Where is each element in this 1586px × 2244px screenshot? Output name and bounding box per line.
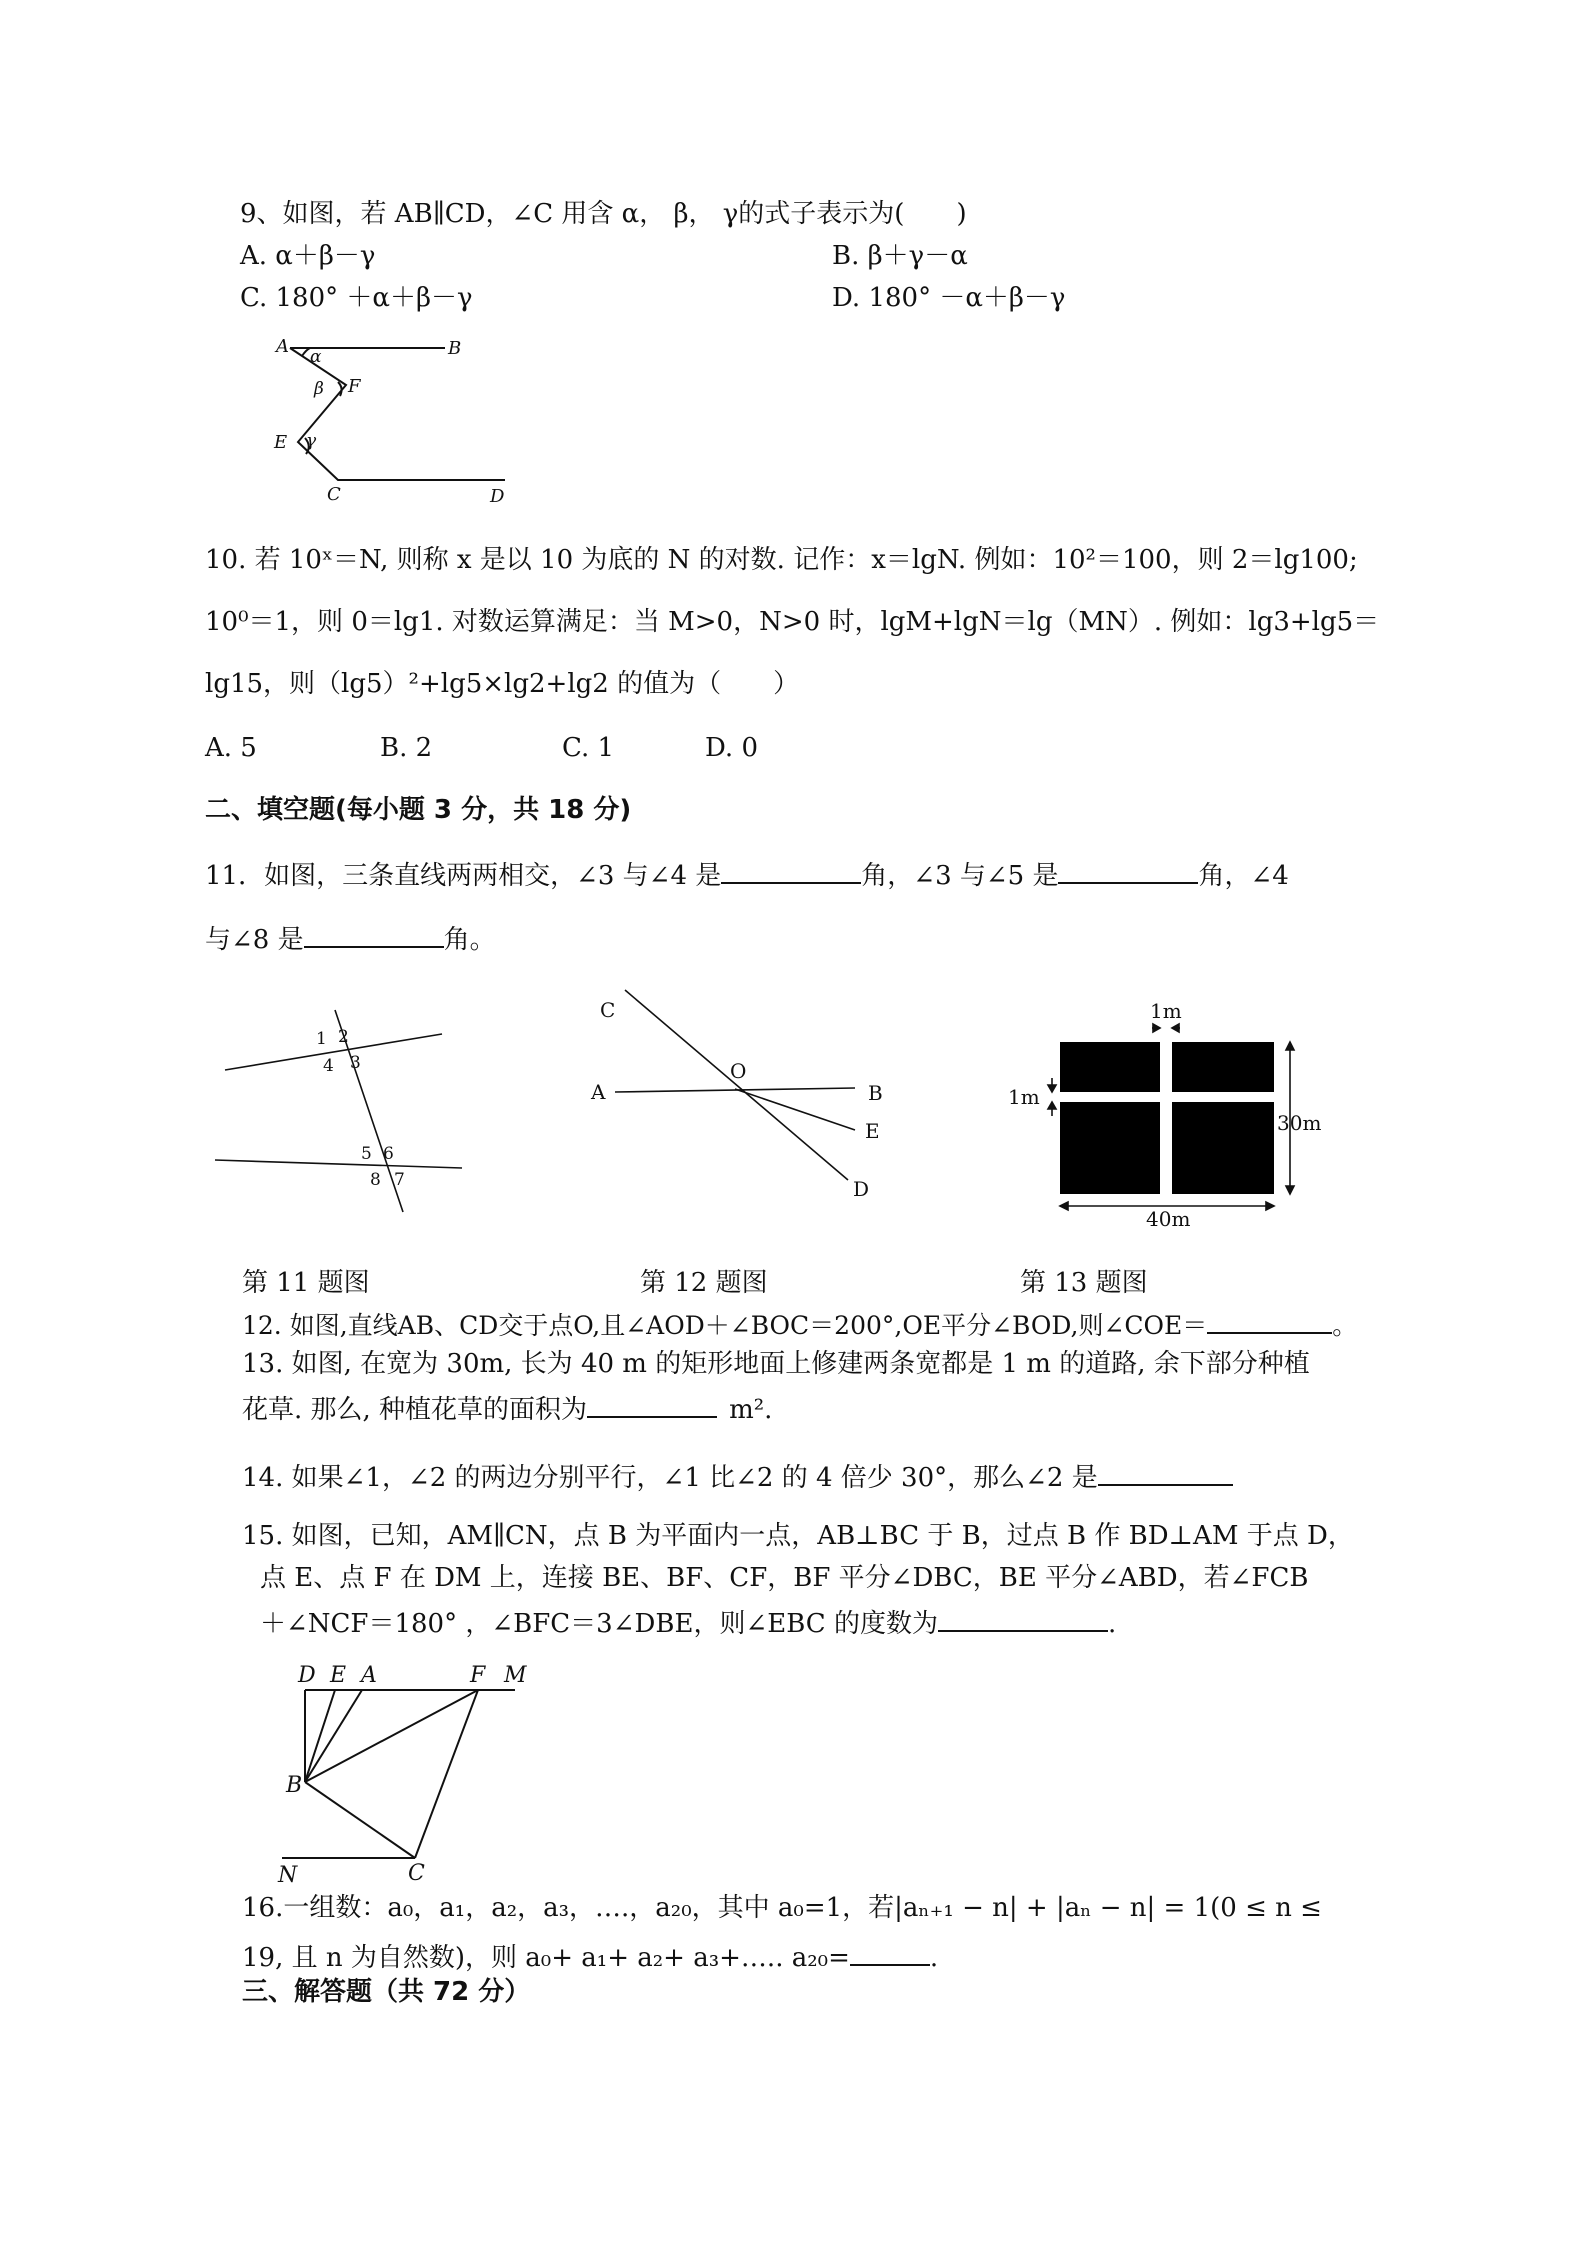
q11-label-6: 6 <box>383 1144 394 1164</box>
q9-option-a: A. α＋β－γ <box>240 241 376 271</box>
q11-text-5: 角。 <box>443 925 496 955</box>
q12-blank[interactable] <box>1207 1306 1332 1334</box>
q11-label-4: 4 <box>323 1056 334 1076</box>
q15-label-c: C <box>408 1861 425 1886</box>
q11-line-2 <box>205 920 496 956</box>
q13-line-1: 13. 如图, 在宽为 30m, 长为 40 m 的矩形地面上修建两条宽都是 1 m 的道路, 余下部分种植 <box>242 1349 1310 1379</box>
q16-blank[interactable] <box>850 1938 930 1966</box>
q15-label-d: D <box>298 1663 316 1688</box>
q10-option-c: C. 1 <box>562 733 615 763</box>
q9-label-d: D <box>490 486 505 507</box>
q15-label-a: A <box>361 1663 377 1688</box>
q9-option-b: B. β＋γ－α <box>832 241 968 271</box>
q12-label-d: D <box>853 1177 870 1201</box>
q15-line-1: 15. 如图，已知，AM∥CN，点 B 为平面内一点，AB⊥BC 于 B，过点 B 作 BD⊥AM 于点 D， <box>242 1521 1354 1551</box>
q13-line-2 <box>242 1390 772 1426</box>
q12-label-o: O <box>730 1059 747 1083</box>
q11-text-2: 角，∠3 与∠5 是 <box>861 861 1059 891</box>
q11-text-1: 11．如图，三条直线两两相交，∠3 与∠4 是 <box>205 861 722 891</box>
q15-label-n: N <box>278 1863 298 1888</box>
q13-figure <box>1000 1000 1320 1230</box>
q9-label-e: E <box>274 432 288 453</box>
q15-label-f: F <box>470 1663 486 1688</box>
q14-blank[interactable] <box>1098 1458 1233 1486</box>
q10-line-2: 10⁰＝1，则 0＝lg1. 对数运算满足：当 M>0，N>0 时，lgM+lgN＝lg（MN）. 例如：lg3+lg5＝ <box>205 607 1380 637</box>
q13-label-bottom: 40m <box>1146 1207 1191 1231</box>
q15-line-3 <box>260 1604 1116 1640</box>
q9-option-c: C. 180° ＋α＋β－γ <box>240 283 473 313</box>
q12-text: 12. 如图,直线AB、CD交于点O,且∠AOD＋∠BOC＝200°,OE平分∠BOD,则∠COE＝ <box>242 1311 1208 1340</box>
q13-label-top: 1m <box>1150 999 1182 1023</box>
q15-text: ＋∠NCF＝180° ，∠BFC＝3∠DBE，则∠EBC 的度数为 <box>260 1609 938 1639</box>
q14-text: 14. 如果∠1，∠2 的两边分别平行，∠1 比∠2 的 4 倍少 30°，那么∠2 是 <box>242 1463 1098 1493</box>
q12-label-c: C <box>600 998 616 1022</box>
caption-fig-13: 第 13 题图 <box>1020 1268 1148 1298</box>
q10-option-d: D. 0 <box>705 733 758 763</box>
q9-option-d: D. 180° －α＋β－γ <box>832 283 1066 313</box>
q15-label-m: M <box>504 1663 527 1688</box>
q16-line-1: 16.一组数：a₀，a₁，a₂，a₃，….，a₂₀，其中 a₀=1，若|aₙ₊₁ − n| + |aₙ − n| = 1(0 ≤ n ≤ <box>242 1893 1322 1923</box>
q12-figure <box>585 990 915 1210</box>
q9-stem: 9、如图，若 AB∥CD，∠C 用含 α， β， γ的式子表示为( ) <box>240 199 967 229</box>
q12-label-e: E <box>865 1119 880 1143</box>
q15-end: . <box>1107 1609 1117 1639</box>
q9-label-f: F <box>348 376 361 397</box>
q9-label-alpha: α <box>310 347 322 367</box>
section-2-heading: 二、填空题(每小题 3 分，共 18 分) <box>205 795 632 825</box>
q16-line-2 <box>242 1938 938 1974</box>
q11-label-7: 7 <box>394 1170 405 1190</box>
q13-blank[interactable] <box>587 1390 717 1418</box>
q11-blank-2[interactable] <box>1058 856 1198 884</box>
q10-line-3: lg15，则（lg5）²+lg5×lg2+lg2 的值为（ ） <box>205 669 800 699</box>
q13-label-right: 30m <box>1277 1111 1322 1135</box>
q11-label-8: 8 <box>370 1170 381 1190</box>
q12-label-a: A <box>591 1080 606 1104</box>
caption-fig-11: 第 11 题图 <box>242 1268 370 1298</box>
q16-end: . <box>929 1943 939 1973</box>
q9-label-c: C <box>327 484 341 505</box>
section-3-heading: 三、解答题（共 72 分） <box>242 1977 531 2007</box>
q10-option-a: A. 5 <box>205 733 257 763</box>
q11-text-3: 角，∠4 <box>1198 861 1289 891</box>
q15-line-2: 点 E、点 F 在 DM 上，连接 BE、BF、CF，BF 平分∠DBC，BE 平分∠ABD，若∠FCB <box>260 1563 1309 1593</box>
q10-line-1: 10. 若 10ˣ＝N, 则称 x 是以 10 为底的 N 的对数. 记作：x＝lgN. 例如：10²＝100，则 2＝lg100; <box>205 545 1358 575</box>
q10-option-b: B. 2 <box>380 733 433 763</box>
q9-label-beta: β <box>314 379 324 399</box>
q11-label-3: 3 <box>350 1053 361 1073</box>
q12-label-b: B <box>868 1081 883 1105</box>
q9-label-a: A <box>276 336 289 357</box>
caption-fig-12: 第 12 题图 <box>640 1268 768 1298</box>
q15-label-b: B <box>286 1773 303 1798</box>
q15-blank[interactable] <box>938 1604 1108 1632</box>
q9-figure <box>270 330 510 510</box>
q11-blank-1[interactable] <box>721 856 861 884</box>
q11-figure <box>210 990 480 1220</box>
q9-label-gamma: γ <box>306 431 317 451</box>
q11-line-1 <box>205 856 1289 892</box>
q11-label-5: 5 <box>361 1144 372 1164</box>
q11-label-1: 1 <box>316 1029 327 1049</box>
q9-label-b: B <box>448 338 462 359</box>
q16-text: 19, 且 n 为自然数)，则 a₀+ a₁+ a₂+ a₃+….. a₂₀= <box>242 1943 850 1973</box>
q11-blank-3[interactable] <box>304 920 444 948</box>
q14-line <box>242 1458 1233 1494</box>
q13-unit: m². <box>729 1395 773 1425</box>
q15-label-e: E <box>330 1663 347 1688</box>
q15-figure <box>270 1660 550 1890</box>
q13-text: 花草. 那么, 种植花草的面积为 <box>242 1395 588 1425</box>
q11-label-2: 2 <box>338 1027 349 1047</box>
q11-text-4: 与∠8 是 <box>205 925 304 955</box>
q13-label-left: 1m <box>1008 1085 1040 1109</box>
q12-end: 。 <box>1332 1311 1358 1340</box>
q12-line <box>242 1306 1357 1342</box>
